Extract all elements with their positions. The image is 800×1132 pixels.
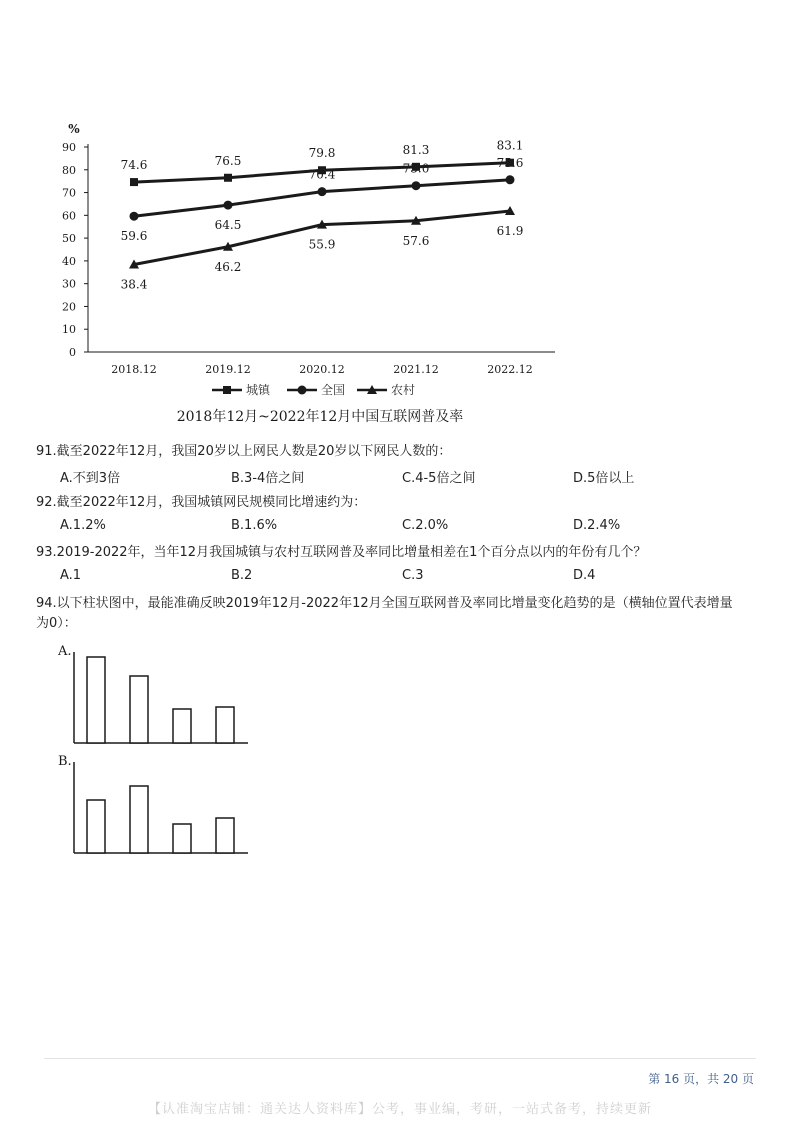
x-tick-label: 2021.12 bbox=[393, 363, 439, 376]
y-tick-label: 40 bbox=[62, 254, 76, 268]
data-label: 74.6 bbox=[120, 158, 148, 173]
y-tick-label: 30 bbox=[62, 277, 76, 291]
bar bbox=[87, 800, 105, 853]
bar-option-a[interactable] bbox=[58, 642, 258, 747]
y-tick-label: 20 bbox=[62, 300, 76, 314]
y-tick-label: 90 bbox=[62, 141, 76, 154]
option-b[interactable]: B.3-4倍之间 bbox=[231, 471, 305, 486]
data-label: 46.2 bbox=[214, 259, 242, 274]
option-d[interactable]: D.2.4% bbox=[573, 518, 621, 533]
bar bbox=[216, 818, 234, 853]
option-b[interactable]: B.2 bbox=[231, 568, 253, 583]
data-label: 38.4 bbox=[120, 277, 148, 292]
data-point bbox=[130, 178, 138, 186]
question-92 bbox=[36, 493, 776, 533]
legend-label: 城镇 bbox=[246, 383, 271, 397]
page-number: 第 16 页，共 20 页 bbox=[648, 1072, 754, 1086]
data-label: 70.4 bbox=[308, 167, 336, 182]
x-tick-label: 2019.12 bbox=[205, 363, 251, 376]
bar-option-b[interactable] bbox=[58, 752, 258, 857]
question-stem: 93.2019-2022年，当年12月我国城镇与农村互联网普及率同比增量相差在1个百分点以内的年份有几个？ bbox=[36, 545, 647, 560]
y-tick-label: 10 bbox=[62, 323, 76, 337]
y-tick-label: 80 bbox=[62, 163, 76, 177]
option-a[interactable]: A.1 bbox=[60, 568, 82, 583]
question-91 bbox=[36, 442, 776, 486]
question-94 bbox=[36, 594, 736, 634]
x-tick-label: 2022.12 bbox=[487, 363, 533, 376]
option-a[interactable]: A.不到3倍 bbox=[60, 471, 121, 486]
data-label: 59.6 bbox=[120, 229, 148, 244]
option-a[interactable]: A.1.2% bbox=[60, 518, 106, 533]
chart-title: 2018年12月~2022年12月中国互联网普及率 bbox=[176, 409, 464, 425]
question-stem: 94.以下柱状图中，最能准确反映2019年12月-2022年12月全国互联网普及率同比增量变化趋势的是（横轴位置代表增量为0）： bbox=[36, 596, 733, 631]
data-point bbox=[318, 187, 327, 196]
data-point bbox=[224, 174, 232, 182]
data-label: 64.5 bbox=[214, 218, 242, 233]
option-c[interactable]: C.4-5倍之间 bbox=[402, 471, 476, 486]
bar-option-label: B. bbox=[58, 754, 72, 769]
bar bbox=[216, 707, 234, 743]
option-d[interactable]: D.4 bbox=[573, 568, 596, 583]
legend-marker bbox=[223, 386, 231, 394]
x-tick-label: 2018.12 bbox=[111, 363, 157, 376]
data-point bbox=[130, 212, 139, 221]
data-label: 81.3 bbox=[402, 142, 430, 157]
watermark-text: 【认准淘宝店铺：通关达人资料库】公考，事业编，考研，一站式备考，持续更新 bbox=[147, 1102, 652, 1117]
data-label: 83.1 bbox=[496, 138, 524, 153]
data-label: 75.6 bbox=[496, 155, 524, 170]
question-stem: 92.截至2022年12月，我国城镇网民规模同比增速约为： bbox=[36, 495, 367, 510]
bar bbox=[130, 786, 148, 853]
bar bbox=[173, 824, 191, 853]
option-c[interactable]: C.3 bbox=[402, 568, 424, 583]
data-label: 61.9 bbox=[496, 224, 524, 239]
y-tick-label: 0 bbox=[69, 346, 76, 359]
footer-divider bbox=[44, 1058, 756, 1059]
option-d[interactable]: D.5倍以上 bbox=[573, 471, 635, 486]
legend-marker bbox=[298, 386, 307, 395]
data-label: 57.6 bbox=[402, 233, 430, 248]
y-tick-label: 60 bbox=[62, 209, 76, 223]
data-label: 55.9 bbox=[308, 237, 336, 252]
legend-label: 全国 bbox=[321, 383, 346, 397]
question-93 bbox=[36, 543, 776, 583]
option-c[interactable]: C.2.0% bbox=[402, 518, 449, 533]
option-b[interactable]: B.1.6% bbox=[231, 518, 278, 533]
data-label: 76.5 bbox=[214, 153, 242, 168]
data-point bbox=[224, 201, 233, 210]
y-tick-label: 70 bbox=[62, 186, 76, 200]
question-stem: 91.截至2022年12月，我国20岁以上网民人数是20岁以下网民人数的： bbox=[36, 444, 452, 459]
line-chart bbox=[0, 0, 800, 440]
y-axis-unit: % bbox=[68, 122, 80, 136]
bar bbox=[87, 657, 105, 743]
data-point bbox=[412, 181, 421, 190]
series-line-全国 bbox=[134, 180, 510, 216]
x-tick-label: 2020.12 bbox=[299, 363, 345, 376]
legend-label: 农村 bbox=[391, 383, 416, 397]
bar-option-label: A. bbox=[58, 644, 72, 659]
y-tick-label: 50 bbox=[62, 232, 76, 246]
data-point bbox=[506, 175, 515, 184]
data-label: 73.0 bbox=[402, 161, 430, 176]
bar bbox=[130, 676, 148, 743]
bar bbox=[173, 709, 191, 743]
data-label: 79.8 bbox=[308, 146, 336, 161]
